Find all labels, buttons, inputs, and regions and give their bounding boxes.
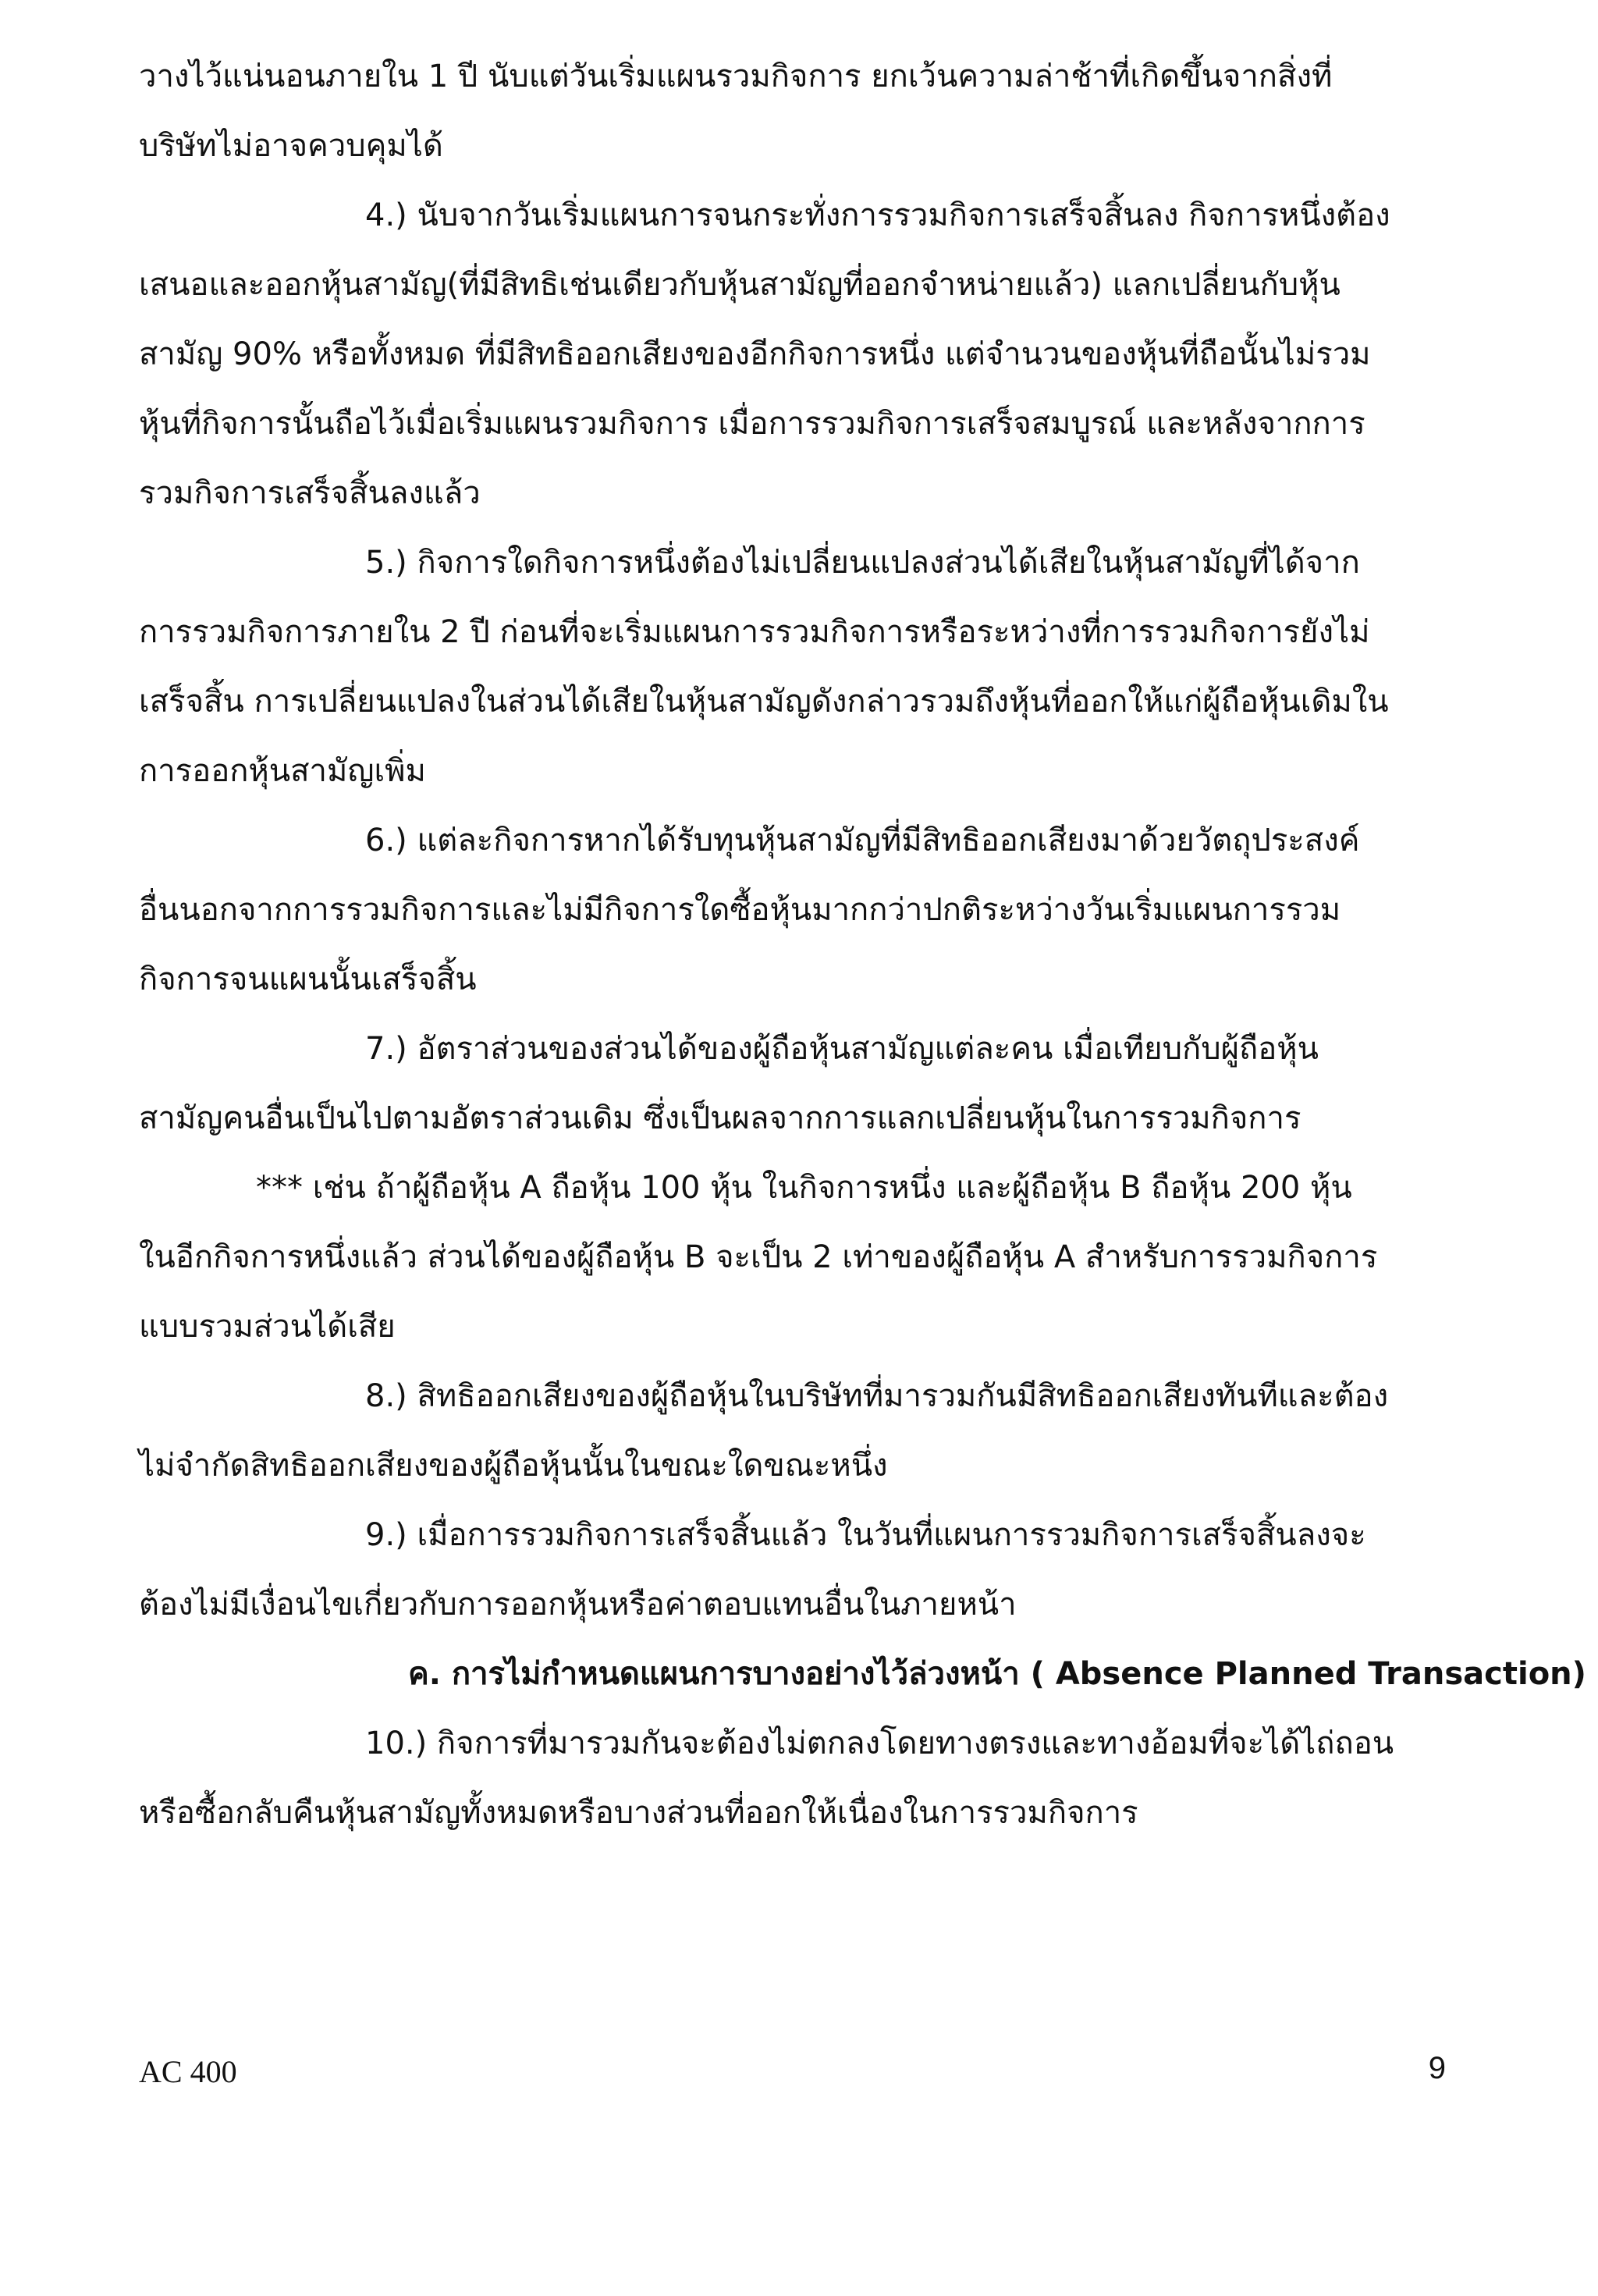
text-line: รวมกิจการเสร็จสิ้นลงแล้ว (139, 475, 481, 511)
text-line: การรวมกิจการภายใน 2 ปี ก่อนที่จะเริ่มแผนการรวมกิจการหรือระหว่างที่การรวมกิจการยังไม่ (139, 614, 1370, 650)
text-line: การออกหุ้นสามัญเพิ่ม (139, 753, 426, 789)
text-line: 7.) อัตราส่วนของส่วนได้ของผู้ถือหุ้นสามัญแต่ละคน เมื่อเทียบกับผู้ถือหุ้น (365, 1031, 1319, 1067)
text-line: สามัญ 90% หรือทั้งหมด ที่มีสิทธิออกเสียงของอีกกิจการหนึ่ง แต่จำนวนของหุ้นที่ถือนั้นไม่รวม (139, 336, 1371, 372)
text-line: กิจการจนแผนนั้นเสร็จสิ้น (139, 961, 477, 997)
text-line: ต้องไม่มีเงื่อนไขเกี่ยวกับการออกหุ้นหรือค่าตอบแทนอื่นในภายหน้า (139, 1587, 1017, 1622)
text-line: หุ้นที่กิจการนั้นถือไว้เมื่อเริ่มแผนรวมกิจการ เมื่อการรวมกิจการเสร็จสมบูรณ์ และหลังจากการ (139, 406, 1365, 442)
text-line: บริษัทไม่อาจควบคุมได้ (139, 128, 443, 164)
course-code: AC 400 (139, 2054, 237, 2089)
page-number: 9 (1428, 2051, 1446, 2085)
text-line: อื่นนอกจากการรวมกิจการและไม่มีกิจการใดซื้อหุ้นมากกว่าปกติระหว่างวันเริ่มแผนการรวม (139, 892, 1341, 928)
text-line: 8.) สิทธิออกเสียงของผู้ถือหุ้นในบริษัทที่มารวมกันมีสิทธิออกเสียงทันทีและต้อง (365, 1378, 1389, 1414)
section-heading: ค. การไม่กำหนดแผนการบางอย่างไว้ล่วงหน้า ( Absence Planned Transaction) (408, 1656, 1586, 1692)
text-line: สามัญคนอื่นเป็นไปตามอัตราส่วนเดิม ซึ่งเป็นผลจากการแลกเปลี่ยนหุ้นในการรวมกิจการ (139, 1100, 1301, 1136)
text-line: วางไว้แน่นอนภายใน 1 ปี นับแต่วันเริ่มแผนรวมกิจการ ยกเว้นความล่าช้าที่เกิดขึ้นจากสิ่งที่ (139, 59, 1333, 94)
text-line: *** เช่น ถ้าผู้ถือหุ้น A ถือหุ้น 100 หุ้น ในกิจการหนึ่ง และผู้ถือหุ้น B ถือหุ้น 200 หุ้น (256, 1170, 1352, 1206)
text-line: แบบรวมส่วนได้เสีย (139, 1309, 396, 1345)
text-line: เสร็จสิ้น การเปลี่ยนแปลงในส่วนได้เสียในหุ้นสามัญดังกล่าวรวมถึงหุ้นที่ออกให้แก่ผู้ถือหุ้นเดิมใน (139, 684, 1389, 720)
text-line: 9.) เมื่อการรวมกิจการเสร็จสิ้นแล้ว ในวันที่แผนการรวมกิจการเสร็จสิ้นลงจะ (365, 1517, 1366, 1553)
text-line: ในอีกกิจการหนึ่งแล้ว ส่วนได้ของผู้ถือหุ้น B จะเป็น 2 เท่าของผู้ถือหุ้น A สำหรับการรวมกิจการ (139, 1239, 1378, 1275)
text-line: หรือซื้อกลับคืนหุ้นสามัญทั้งหมดหรือบางส่วนที่ออกให้เนื่องในการรวมกิจการ (139, 1795, 1138, 1831)
text-line: 4.) นับจากวันเริ่มแผนการจนกระทั่งการรวมกิจการเสร็จสิ้นลง กิจการหนึ่งต้อง (365, 197, 1390, 233)
text-line: เสนอและออกหุ้นสามัญ(ที่มีสิทธิเช่นเดียวกับหุ้นสามัญที่ออกจำหน่ายแล้ว) แลกเปลี่ยนกับหุ้น (139, 267, 1341, 303)
text-line: ไม่จำกัดสิทธิออกเสียงของผู้ถือหุ้นนั้นในขณะใดขณะหนึ่ง (139, 1448, 888, 1484)
text-line: 10.) กิจการที่มารวมกันจะต้องไม่ตกลงโดยทางตรงและทางอ้อมที่จะได้ไถ่ถอน (365, 1726, 1394, 1761)
text-line: 5.) กิจการใดกิจการหนึ่งต้องไม่เปลี่ยนแปลงส่วนได้เสียในหุ้นสามัญที่ได้จาก (365, 545, 1360, 581)
body-text (139, 59, 1586, 1831)
text-line: 6.) แต่ละกิจการหากได้รับทุนหุ้นสามัญที่มีสิทธิออกเสียงมาด้วยวัตถุประสงค์ (365, 823, 1360, 858)
